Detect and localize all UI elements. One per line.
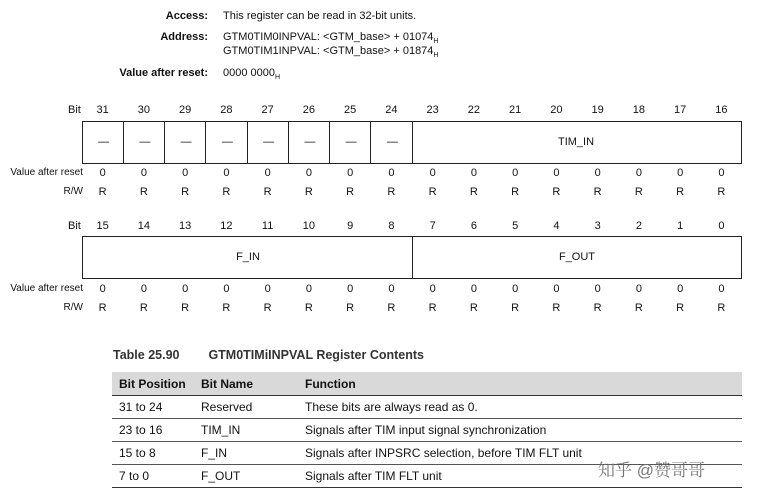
bit-divider (370, 122, 371, 163)
bit-number: 11 (261, 220, 274, 232)
rw-value: R (346, 302, 355, 314)
rw-value: R (263, 186, 272, 198)
rw-value: R (511, 186, 520, 198)
bit-number: 4 (553, 220, 560, 232)
rw-value: R (469, 302, 478, 314)
reset-value: 0 (223, 283, 230, 295)
bit-divider (412, 122, 413, 163)
reset-value: 0 (635, 167, 642, 179)
rw-value: R (181, 302, 190, 314)
bit-number: 2 (635, 220, 642, 232)
cell-bit-position: 7 to 0 (112, 465, 194, 488)
cell-bit-position: 23 to 16 (112, 419, 194, 442)
cell-function: These bits are always read as 0. (298, 396, 742, 419)
field-f-out: F_OUT (558, 251, 596, 263)
bit-number: 1 (677, 220, 684, 232)
reset-value: 0 (99, 167, 106, 179)
bit-number: 8 (388, 220, 395, 232)
access-value: This register can be read in 32-bit units. (223, 10, 417, 22)
bit-number: 21 (509, 104, 522, 116)
reserved-bit-mark: — (263, 136, 275, 148)
bit-number: 17 (674, 104, 687, 116)
reserved-bit-mark: — (139, 136, 151, 148)
bit-divider (205, 122, 206, 163)
reset-value: 0 (140, 167, 147, 179)
bit-number: 14 (137, 220, 150, 232)
field-f-in: F_IN (236, 251, 260, 263)
bit-number: 22 (467, 104, 480, 116)
reset-value: 0 (388, 283, 395, 295)
rw-value: R (593, 186, 602, 198)
rw-value: R (98, 186, 107, 198)
rw-value: R (222, 302, 231, 314)
rw-value: R (387, 186, 396, 198)
reserved-bit-mark: — (386, 136, 398, 148)
header-function: Function (298, 372, 742, 396)
reset-value: 0 (512, 283, 519, 295)
reset-value: 0 (470, 167, 477, 179)
reserved-bit-mark: — (180, 136, 192, 148)
reset-value: 0 (718, 167, 725, 179)
rw-value: R (181, 186, 190, 198)
reset-value: 0 (429, 283, 436, 295)
reset-value: 0 (305, 167, 312, 179)
rw-value: R (469, 186, 478, 198)
reserved-bit-mark: — (304, 136, 316, 148)
rw-value: R (263, 302, 272, 314)
reset-value: 0 (553, 167, 560, 179)
reset-value: 0 (512, 167, 519, 179)
cell-function: Signals after TIM FLT unit (298, 465, 742, 488)
rw-value: R (676, 186, 685, 198)
bit-divider (288, 122, 289, 163)
reset-value: 0 (223, 167, 230, 179)
rw-value: R (346, 186, 355, 198)
rw-value: R (634, 302, 643, 314)
address-label: Address: (160, 31, 208, 43)
reset-value: 0 (470, 283, 477, 295)
bit-label-lower: Bit (68, 220, 81, 232)
bit-number: 26 (302, 104, 315, 116)
reset-value: 0 (388, 167, 395, 179)
reset-value: 0 (182, 167, 189, 179)
rw-value: R (222, 186, 231, 198)
reset-value: 0 (140, 283, 147, 295)
cell-function: Signals after TIM input signal synchronization (298, 419, 742, 442)
bit-divider (329, 122, 330, 163)
rw-value: R (593, 302, 602, 314)
access-label: Access: (165, 10, 208, 22)
bit-number: 30 (137, 104, 150, 116)
rw-value: R (552, 302, 561, 314)
reset-value: 0 (718, 283, 725, 295)
watermark-text: 知乎 @赞哥哥 (598, 461, 705, 480)
bit-number: 12 (220, 220, 233, 232)
rw-value: R (139, 302, 148, 314)
reset-row-label-lower: Value after reset (10, 283, 83, 294)
bit-number: 25 (344, 104, 357, 116)
register-upper-box (82, 121, 742, 164)
table-header-row (112, 372, 742, 396)
rw-value: R (676, 302, 685, 314)
rw-value: R (304, 302, 313, 314)
reset-value: 0 (264, 283, 271, 295)
bit-number: 24 (385, 104, 398, 116)
rw-value: R (511, 302, 520, 314)
bit-number: 16 (715, 104, 728, 116)
bit-number: 7 (429, 220, 436, 232)
bit-divider (164, 122, 165, 163)
cell-bit-name: Reserved (194, 396, 298, 419)
reset-value: 0 (594, 167, 601, 179)
bit-number: 19 (591, 104, 604, 116)
bit-number: 28 (220, 104, 233, 116)
cell-bit-name: F_OUT (194, 465, 298, 488)
reset-value: 0 (182, 283, 189, 295)
bit-number: 20 (550, 104, 563, 116)
rw-value: R (387, 302, 396, 314)
rw-row-label-upper: R/W (63, 186, 83, 197)
header-bit-name: Bit Name (194, 372, 298, 396)
reset-value: 0 (305, 283, 312, 295)
rw-value: R (717, 302, 726, 314)
reset-value: 0 (677, 283, 684, 295)
bit-divider (123, 122, 124, 163)
table-caption (113, 348, 424, 362)
bit-number: 15 (96, 220, 109, 232)
register-lower-box (82, 236, 742, 279)
rw-value: R (428, 302, 437, 314)
cell-bit-position: 15 to 8 (112, 442, 194, 465)
bit-number: 5 (512, 220, 519, 232)
bit-number: 27 (261, 104, 274, 116)
field-tim-in: TIM_IN (557, 136, 595, 148)
reset-value: 0 (553, 283, 560, 295)
table-number: Table 25.90 (113, 348, 180, 362)
reset-value: 0 (429, 167, 436, 179)
reset-value: 0 (347, 167, 354, 179)
reset-value: 0 (347, 283, 354, 295)
cell-bit-name: F_IN (194, 442, 298, 465)
bit-number: 0 (718, 220, 725, 232)
rw-value: R (98, 302, 107, 314)
table-row (112, 396, 742, 419)
bit-label-upper: Bit (68, 104, 81, 116)
reset-value: 0 (594, 283, 601, 295)
rw-value: R (552, 186, 561, 198)
cell-bit-name: TIM_IN (194, 419, 298, 442)
header-bit-position: Bit Position (112, 372, 194, 396)
address-line-2: GTM0TIM1INPVAL: <GTM_base> + $01874_H$ (223, 45, 439, 59)
reset-value: 0 (99, 283, 106, 295)
reset-value: 0 (635, 283, 642, 295)
cell-function: Signals after INPSRC selection, before TIM FLT unit (298, 442, 742, 465)
address-line-1: GTM0TIM0INPVAL: <GTM_base> + $01074_H$ (223, 31, 439, 45)
table-title: GTM0TIMiINPVAL Register Contents (208, 348, 424, 362)
bit-number: 6 (470, 220, 477, 232)
reset-value: 0 (677, 167, 684, 179)
rw-value: R (717, 186, 726, 198)
reset-value: 0000 $0000_H$ (223, 67, 281, 81)
bit-number: 3 (594, 220, 601, 232)
bit-number: 10 (302, 220, 315, 232)
bit-number: 13 (179, 220, 192, 232)
bit-divider (247, 122, 248, 163)
bit-number: 23 (426, 104, 439, 116)
reserved-bit-mark: — (345, 136, 357, 148)
table-row (112, 419, 742, 442)
reset-label: Value after reset: (119, 67, 208, 79)
rw-value: R (139, 186, 148, 198)
bit-number: 31 (96, 104, 109, 116)
rw-value: R (634, 186, 643, 198)
cell-bit-position: 31 to 24 (112, 396, 194, 419)
bit-number: 29 (179, 104, 192, 116)
rw-value: R (304, 186, 313, 198)
rw-row-label-lower: R/W (63, 302, 83, 313)
rw-value: R (428, 186, 437, 198)
reset-row-label-upper: Value after reset (10, 167, 83, 178)
reserved-bit-mark: — (221, 136, 233, 148)
bit-number: 9 (347, 220, 354, 232)
reserved-bit-mark: — (98, 136, 110, 148)
reset-value: 0 (264, 167, 271, 179)
field-divider (412, 237, 413, 278)
bit-number: 18 (632, 104, 645, 116)
